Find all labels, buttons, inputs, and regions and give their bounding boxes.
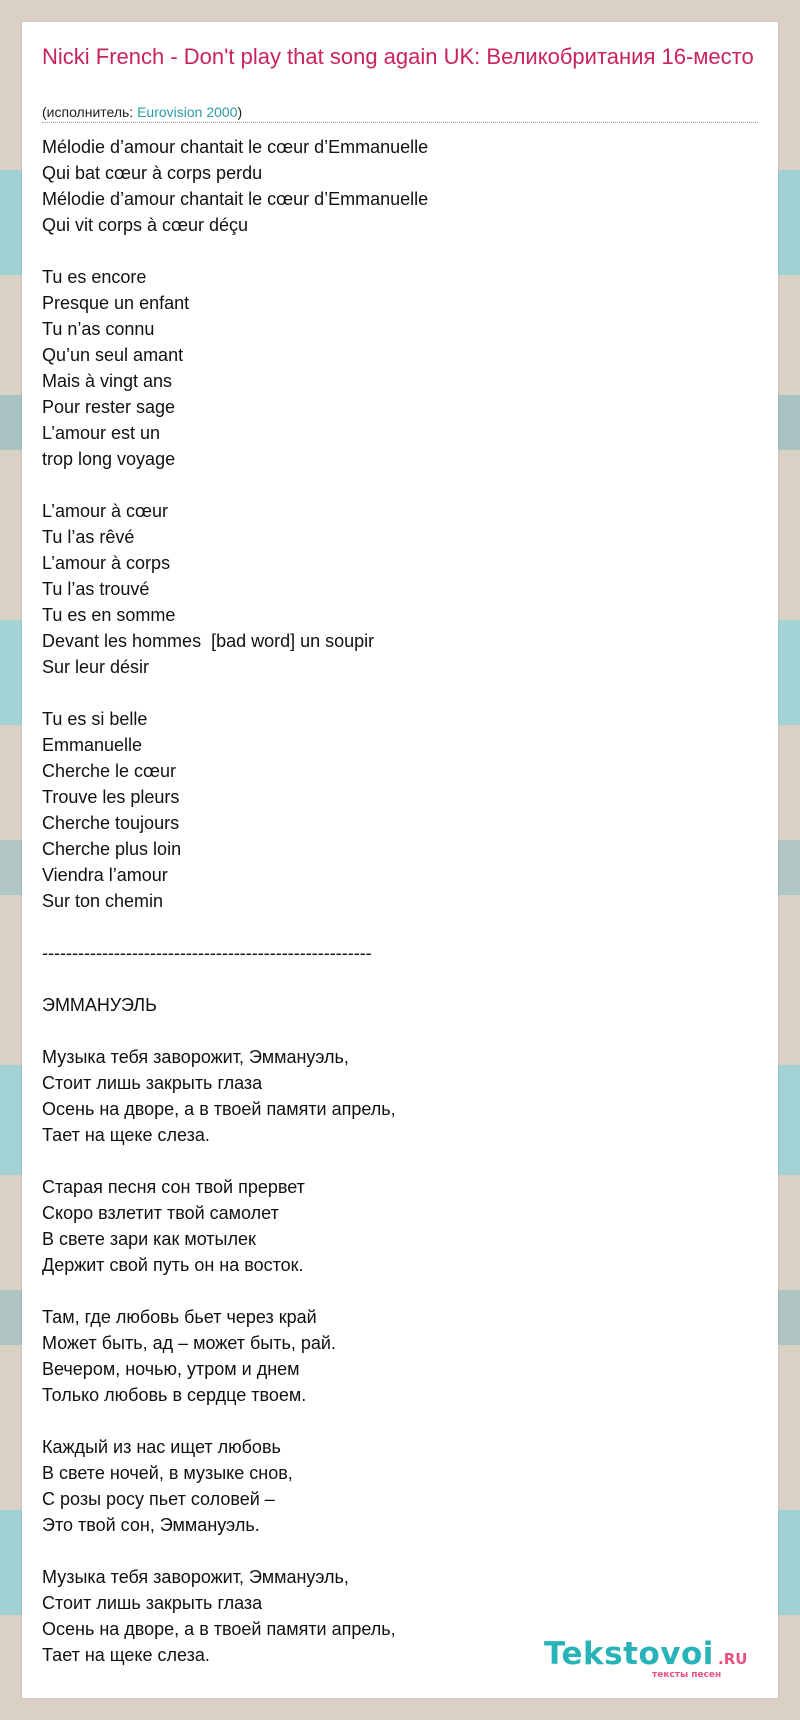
logo-tagline: тексты песен bbox=[652, 1670, 722, 1680]
logo-domain-suffix: .RU bbox=[718, 1650, 748, 1668]
logo-wordmark: Tekstovoi bbox=[544, 1636, 714, 1672]
lyrics-text: Mélodie d’amour chantait le cœur d’Emmanuelle Qui bat cœur à corps perdu Mélodie d’amour chantait le cœur d’Emmanuelle Qui vit corps à cœur déçu Tu es encore Presque un enfant Tu n’as connu Qu’un seul amant Mais à vingt ans Pour rester sage L’amour est un trop long voyage L’amour à cœur Tu l’as rêvé L’amour à corps Tu l’as trouvé Tu es en somme Devant les hommes [bad word] un soupir Sur leur désir Tu es si belle Emmanuelle Cherche le cœur Trouve les pleurs Cherche toujours Cherche plus loin Viendra l’amour Sur ton chemin ------------------------------------------------------- ЭММАНУЭЛЬ Музыка тебя заворожит, Эммануэль, Стоит лишь закрыть глаза Осень на дворе, а в твоей памяти апрель, Тает на щеке слеза. Старая песня сон твой прервет Скоро взлетит твой самолет В свете зари как мотылек Держит свой путь он на восток. Там, где любовь бьет через край Может быть, ад – может быть, рай. Вечером, ночью, утром и днем Только любовь в сердце твоем. Каждый из нас ищет любовь В свете ночей, в музыке снов, С розы росу пьет соловей – Это твой сон, Эммануэль. Музыка тебя заворожит, Эммануэль, Стоит лишь закрыть глаза Осень на дворе, а в твоей памяти апрель, Тает на щеке слеза. bbox=[42, 137, 429, 1665]
artist-prefix: (исполнитель: bbox=[42, 104, 138, 120]
artist-link[interactable]: Eurovision 2000 bbox=[137, 104, 238, 120]
artist-suffix: ) bbox=[237, 104, 243, 120]
song-title: Nicki French - Don't play that song again UK: Великобритания 16-место bbox=[42, 44, 754, 69]
artist-line bbox=[42, 102, 758, 123]
site-logo[interactable] bbox=[544, 1636, 754, 1684]
content-card bbox=[22, 22, 778, 1698]
